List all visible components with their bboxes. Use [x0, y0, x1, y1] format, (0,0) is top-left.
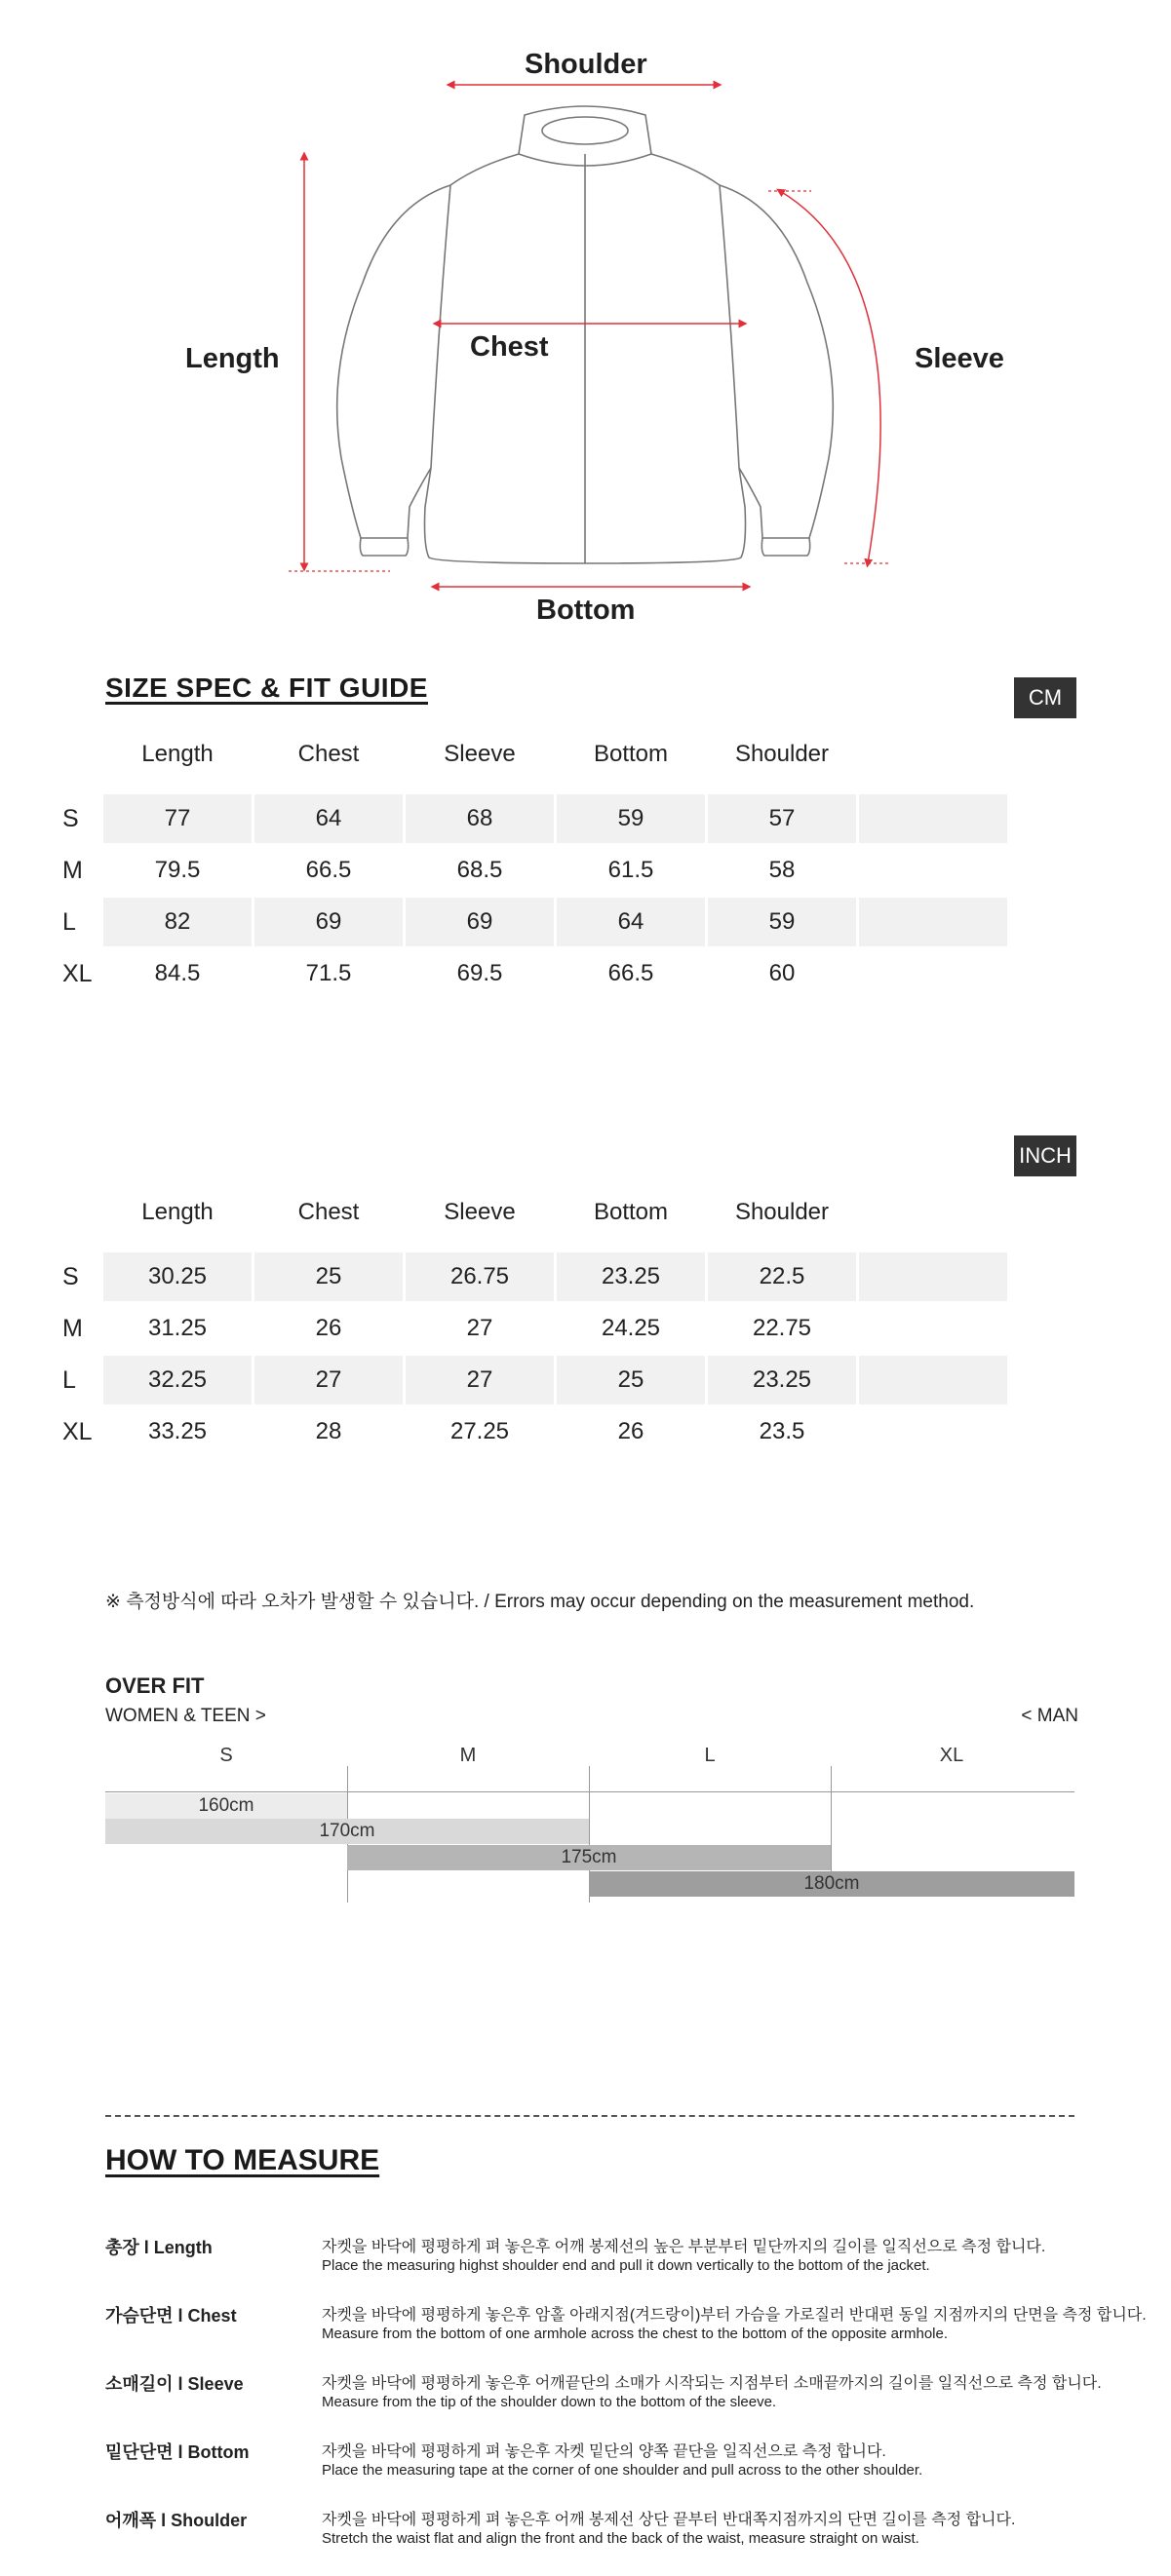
measure-desc-ko: 자켓을 바닥에 평평하게 놓은후 암홀 아래지점(겨드랑이)부터 가슴을 가로질러 반대편 동일 지점까지의 단면을 측정 합니다. [322, 2307, 1147, 2324]
table-cell: 27.25 [449, 1418, 510, 1444]
fit-bar-175: 175cm [347, 1845, 831, 1870]
table-cell: 27 [466, 1315, 493, 1341]
table-cell: 26 [617, 1418, 644, 1444]
table-cell: 71.5 [305, 960, 352, 986]
table-cell: 79.5 [154, 857, 201, 883]
table-cell: 57 [708, 794, 856, 843]
table-row [62, 898, 1073, 946]
measurement-note: ※ 측정방식에 따라 오차가 발생할 수 있습니다. / Errors may occur depending on the measurement method. [105, 1592, 975, 1612]
table-cell: 24.25 [601, 1315, 661, 1341]
table-cell-empty [859, 794, 1007, 843]
table-cell: 69 [254, 898, 403, 946]
table-cell: 77 [103, 794, 252, 843]
table-cell: 27 [254, 1356, 403, 1404]
table-row [62, 949, 1073, 998]
table-cell: 33.25 [147, 1418, 208, 1444]
size-label: XL [62, 960, 93, 987]
shoulder-label: Shoulder [525, 49, 647, 80]
header-sleeve: Sleeve [444, 1199, 516, 1225]
section-divider [105, 2115, 1074, 2117]
table-cell: 26.75 [406, 1252, 554, 1301]
measure-desc-en: Measure from the bottom of one armhole across the chest to the bottom of the opposite armhole. [322, 2326, 949, 2342]
measure-label: 밑단단면 l Bottom [105, 2442, 250, 2462]
table-cell: 25 [254, 1252, 403, 1301]
table-cell: 23.25 [557, 1252, 705, 1301]
table-cell: 60 [768, 960, 796, 986]
sleeve-label: Sleeve [915, 343, 1004, 374]
chest-label: Chest [470, 331, 549, 363]
header-chest: Chest [297, 741, 360, 767]
measure-label: 가슴단면 l Chest [105, 2306, 237, 2326]
table-cell: 23.5 [759, 1418, 805, 1444]
table-cell: 59 [557, 794, 705, 843]
header-sleeve: Sleeve [444, 741, 516, 767]
header-bottom: Bottom [593, 1199, 669, 1225]
table-cell: 66.5 [607, 960, 654, 986]
fit-size-s: S [219, 1745, 233, 1766]
size-label: XL [62, 1418, 93, 1445]
table-cell: 84.5 [154, 960, 201, 986]
size-label: L [62, 908, 76, 936]
header-bottom: Bottom [593, 741, 669, 767]
inch-unit-badge: INCH [1014, 1135, 1076, 1176]
fit-title: OVER FIT [105, 1673, 205, 1698]
size-label: M [62, 1315, 83, 1342]
header-length: Length [141, 1199, 214, 1225]
fit-scale-line [105, 1791, 1074, 1792]
table-row [62, 1356, 1073, 1404]
table-cell: 58 [768, 857, 796, 883]
fit-size-m: M [459, 1745, 477, 1766]
table-cell: 26 [315, 1315, 342, 1341]
fit-bar-160: 160cm [105, 1793, 347, 1819]
cm-size-table [62, 741, 1073, 994]
measure-desc-ko: 자켓을 바닥에 평평하게 놓은후 어깨끝단의 소매가 시작되는 지점부터 소매끝까지의 길이를 일직선으로 측정 합니다. [322, 2375, 1102, 2392]
table-cell: 28 [315, 1418, 342, 1444]
size-label: L [62, 1366, 76, 1394]
fit-divider [831, 1766, 832, 1871]
table-cell: 69.5 [456, 960, 503, 986]
how-to-measure-title: HOW TO MEASURE [105, 2144, 380, 2176]
table-row [62, 794, 1073, 843]
size-label: M [62, 857, 83, 884]
table-cell-empty [859, 1252, 1007, 1301]
table-cell: 66.5 [305, 857, 352, 883]
table-row [62, 1304, 1073, 1353]
table-row [62, 1252, 1073, 1301]
table-cell: 64 [557, 898, 705, 946]
fit-left-label: WOMEN & TEEN > [105, 1706, 266, 1726]
size-spec-title: SIZE SPEC & FIT GUIDE [105, 673, 428, 703]
measure-label: 어깨폭 l Shoulder [105, 2511, 248, 2530]
table-cell: 61.5 [607, 857, 654, 883]
table-cell-empty [859, 898, 1007, 946]
inch-table-header [103, 1199, 1073, 1238]
table-cell: 82 [103, 898, 252, 946]
jacket-diagram [0, 0, 1171, 634]
fit-right-label: < MAN [1021, 1706, 1078, 1726]
header-length: Length [141, 741, 214, 767]
cm-table-header [103, 741, 1073, 780]
measure-desc-ko: 자켓을 바닥에 평평하게 펴 놓은후 자켓 밑단의 양쪽 끝단을 일직선으로 측정 합니다. [322, 2443, 886, 2460]
size-label: S [62, 1263, 79, 1290]
table-cell: 68 [406, 794, 554, 843]
table-cell: 23.25 [708, 1356, 856, 1404]
table-cell-empty [859, 1407, 1007, 1456]
table-cell: 69 [406, 898, 554, 946]
fit-bar-170: 170cm [105, 1819, 589, 1844]
cm-unit-badge: CM [1014, 677, 1076, 718]
table-cell: 64 [254, 794, 403, 843]
table-cell-empty [859, 1304, 1007, 1353]
table-cell: 27 [406, 1356, 554, 1404]
table-cell: 68.5 [456, 857, 503, 883]
measure-desc-en: Measure from the tip of the shoulder down to the bottom of the sleeve. [322, 2394, 777, 2410]
header-shoulder: Shoulder [734, 741, 830, 767]
table-cell: 32.25 [103, 1356, 252, 1404]
measure-desc-en: Stretch the waist flat and align the front and the back of the waist, measure straight on waist. [322, 2530, 919, 2547]
header-chest: Chest [297, 1199, 360, 1225]
inch-size-table [62, 1199, 1073, 1452]
fit-bar-180: 180cm [589, 1871, 1074, 1897]
table-cell: 22.75 [752, 1315, 812, 1341]
table-cell: 59 [708, 898, 856, 946]
table-cell: 30.25 [103, 1252, 252, 1301]
table-cell: 31.25 [147, 1315, 208, 1341]
table-cell-empty [859, 1356, 1007, 1404]
fit-size-l: L [704, 1745, 716, 1766]
table-cell: 25 [557, 1356, 705, 1404]
table-row [62, 1407, 1073, 1456]
table-cell-empty [859, 846, 1007, 895]
measure-desc-en: Place the measuring highst shoulder end and pull it down vertically to the bottom of the jacket. [322, 2257, 930, 2274]
table-row [62, 846, 1073, 895]
measure-label: 소매길이 l Sleeve [105, 2374, 244, 2394]
measure-desc-ko: 자켓을 바닥에 평평하게 펴 놓은후 어깨 봉제선 상단 끝부터 반대쪽지점까지의 단면 길이를 측정 합니다. [322, 2512, 1016, 2528]
measure-desc-en: Place the measuring tape at the corner of one shoulder and pull across to the other shoulder. [322, 2462, 923, 2479]
table-cell: 22.5 [708, 1252, 856, 1301]
fit-size-xl: XL [939, 1745, 964, 1766]
measure-desc-ko: 자켓을 바닥에 평평하게 펴 놓은후 어깨 봉제선의 높은 부분부터 밑단까지의 길이를 일직선으로 측정 합니다. [322, 2239, 1046, 2255]
length-label: Length [185, 343, 280, 374]
table-cell-empty [859, 949, 1007, 998]
size-label: S [62, 805, 79, 832]
measure-label: 총장 l Length [105, 2238, 213, 2257]
bottom-label: Bottom [536, 595, 636, 626]
jacket-illustration [0, 0, 1171, 634]
header-shoulder: Shoulder [734, 1199, 830, 1225]
